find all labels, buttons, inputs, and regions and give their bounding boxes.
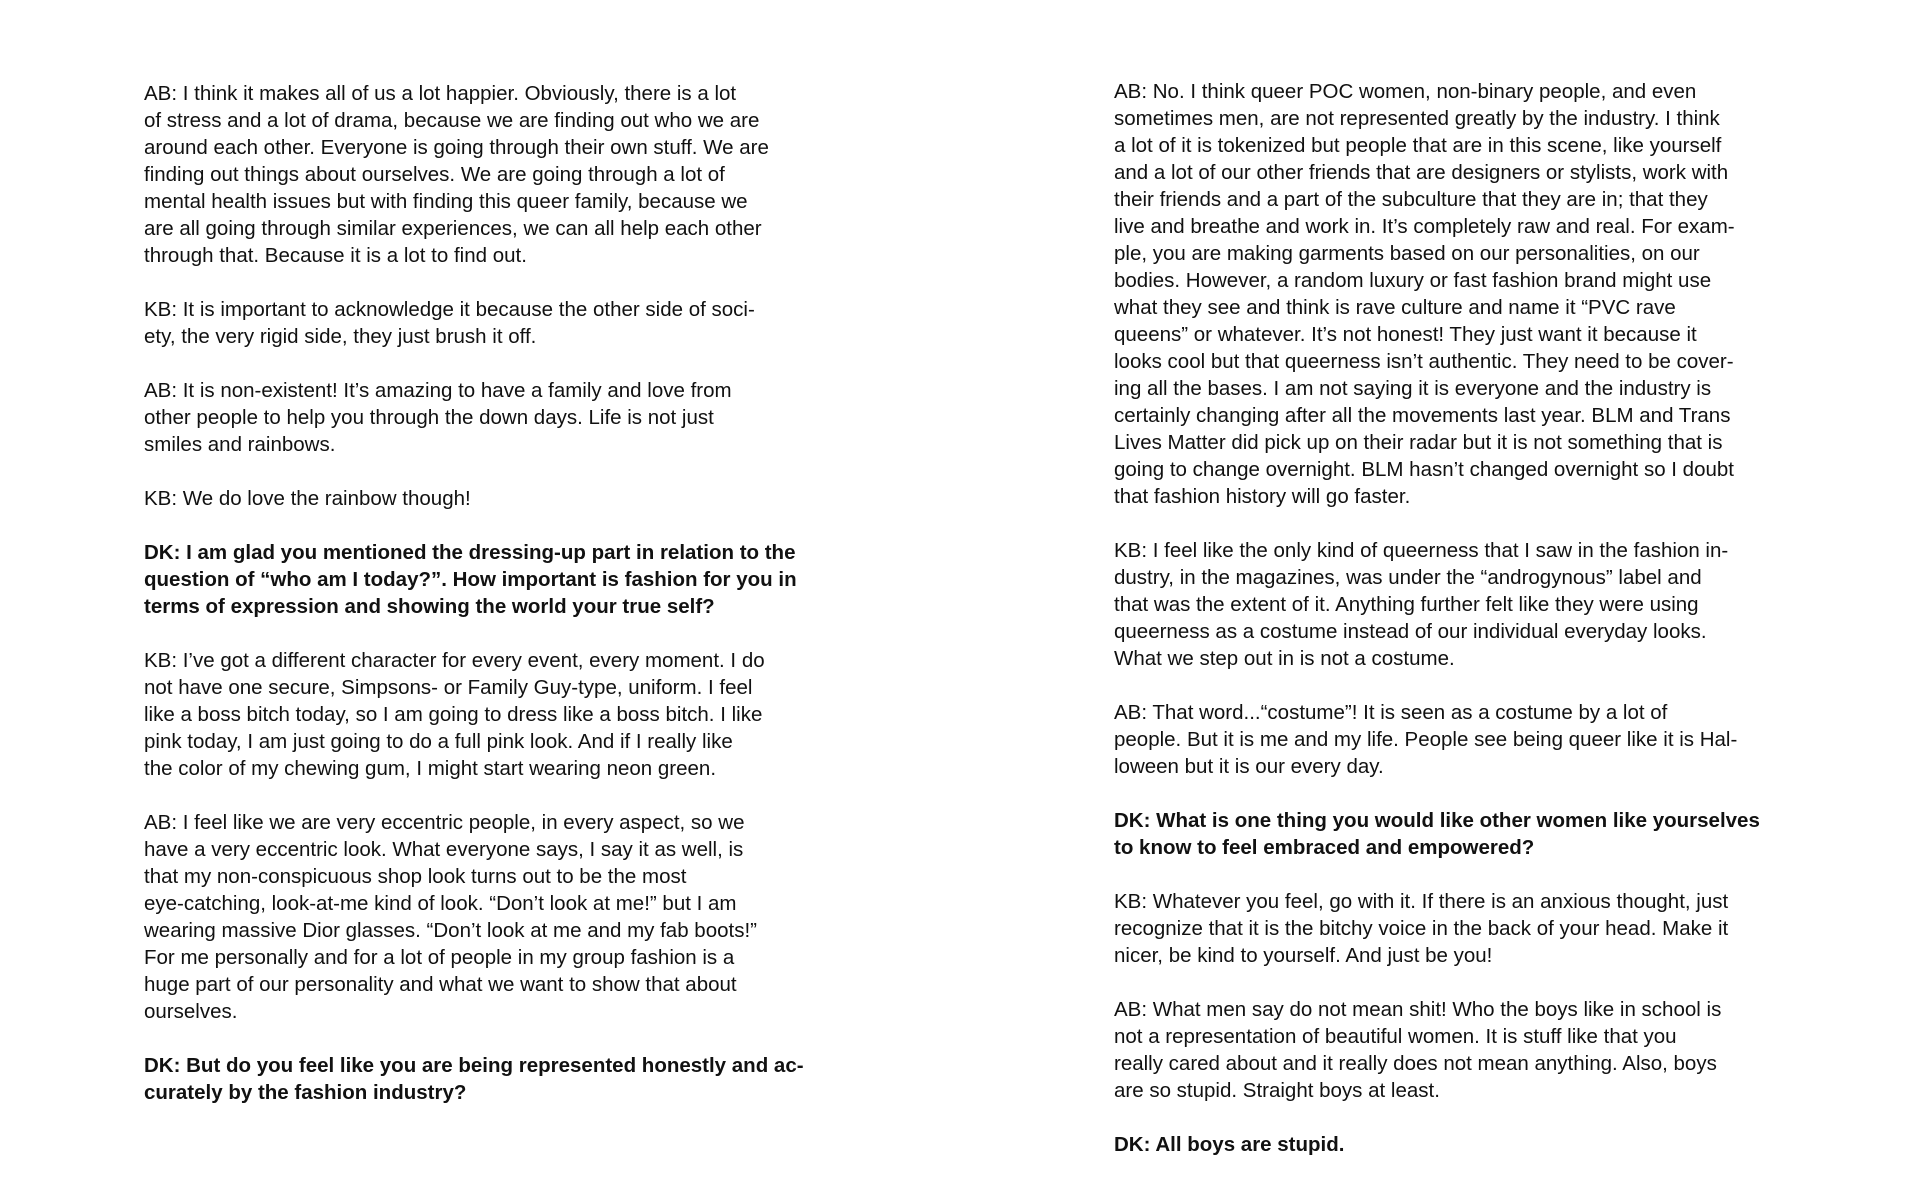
answer-paragraph: AB: What men say do not mean shit! Who the boys like in school is not a representation of beautiful women. It is stuff like that you really cared about and it really does not mean anything. Also, boys are so stupid. Straight boys at least. (1114, 998, 1722, 1102)
answer-paragraph: AB: That word...“costume”! It is seen as a costume by a lot of people. But it is me and my life. People see being queer like it is Hal- loween but it is our every day. (1114, 701, 1738, 778)
question-paragraph: DK: All boys are stupid. (1114, 1133, 1345, 1156)
answer-paragraph: AB: No. I think queer POC women, non-binary people, and even sometimes men, are not represented greatly by the industry. I think a lot of it is tokenized but people that are in this scene, like yourself and a lot of our other friends that are designers or stylists, work with their friends and a part of the subculture that they are in; that they live and breathe and work in. It’s completely raw and real. For exam- ple, you are making garments based on our personalities, on our bodies. However, a random luxury or fast fashion brand might use what they see and think is rave culture and name it “PVC rave queens” or whatever. It’s not honest! They just want it because it looks cool but that queerness isn’t authentic. They need to be cover- ing all the bases. I am not saying it is everyone and the industry is certainly changing after all the movements last year. BLM and Trans Lives Matter did pick up on their radar but it is not something that is going to change overnight. BLM hasn’t changed overnight so I doubt that fashion history will go faster. (1114, 80, 1735, 508)
answer-paragraph: KB: Whatever you feel, go with it. If there is an anxious thought, just recognize that it is the bitchy voice in the back of your head. Make it nicer, be kind to yourself. And just be you! (1114, 890, 1729, 967)
question-paragraph: DK: But do you feel like you are being represented honestly and ac- curately by the fashion industry? (144, 1054, 804, 1104)
answer-paragraph: KB: I feel like the only kind of queerness that I saw in the fashion in- dustry, in the magazines, was under the “androgynous” label and that was the extent of it. Anything further felt like they were using queerness as a costume instead of our individual everyday looks. What we step out in is not a costume. (1114, 539, 1729, 670)
left-column (144, 80, 844, 1133)
answer-paragraph: AB: I feel like we are very eccentric people, in every aspect, so we have a very eccentric look. What everyone says, I say it as well, is that my non-conspicuous shop look turns out to be the most eye-catching, look-at-me kind of look. “Don’t look at me!” but I am wearing massive Dior glasses. “Don’t look at me and my fab boots!” For me personally and for a lot of people in my group fashion is a huge part of our personality and what we want to show that about ourselves. (144, 811, 757, 1023)
question-paragraph: DK: I am glad you mentioned the dressing-up part in relation to the question of “who am I today?”. How important is fashion for you in terms of expression and showing the world your true self? (144, 541, 797, 618)
question-paragraph: DK: What is one thing you would like other women like yourselves to know to feel embraced and empowered? (1114, 809, 1760, 859)
answer-paragraph: AB: It is non-existent! It’s amazing to have a family and love from other people to help you through the down days. Life is not just smiles and rainbows. (144, 379, 732, 456)
answer-paragraph: KB: It is important to acknowledge it because the other side of soci- ety, the very rigid side, they just brush it off. (144, 298, 755, 348)
right-column (1114, 78, 1814, 1185)
answer-paragraph: KB: We do love the rainbow though! (144, 487, 471, 510)
answer-paragraph: KB: I’ve got a different character for every event, every moment. I do not have one secure, Simpsons- or Family Guy-type, uniform. I feel like a boss bitch today, so I am going to dress like a boss bitch. I like pink today, I am just going to do a full pink look. And if I really like the color of my chewing gum, I might start wearing neon green. (144, 649, 765, 780)
answer-paragraph: AB: I think it makes all of us a lot happier. Obviously, there is a lot of stress and a lot of drama, because we are finding out who we are around each other. Everyone is going through their own stuff. We are finding out things about ourselves. We are going through a lot of mental health issues but with finding this queer family, because we are all going through similar experiences, we can all help each other through that. Because it is a lot to find out. (144, 82, 769, 267)
